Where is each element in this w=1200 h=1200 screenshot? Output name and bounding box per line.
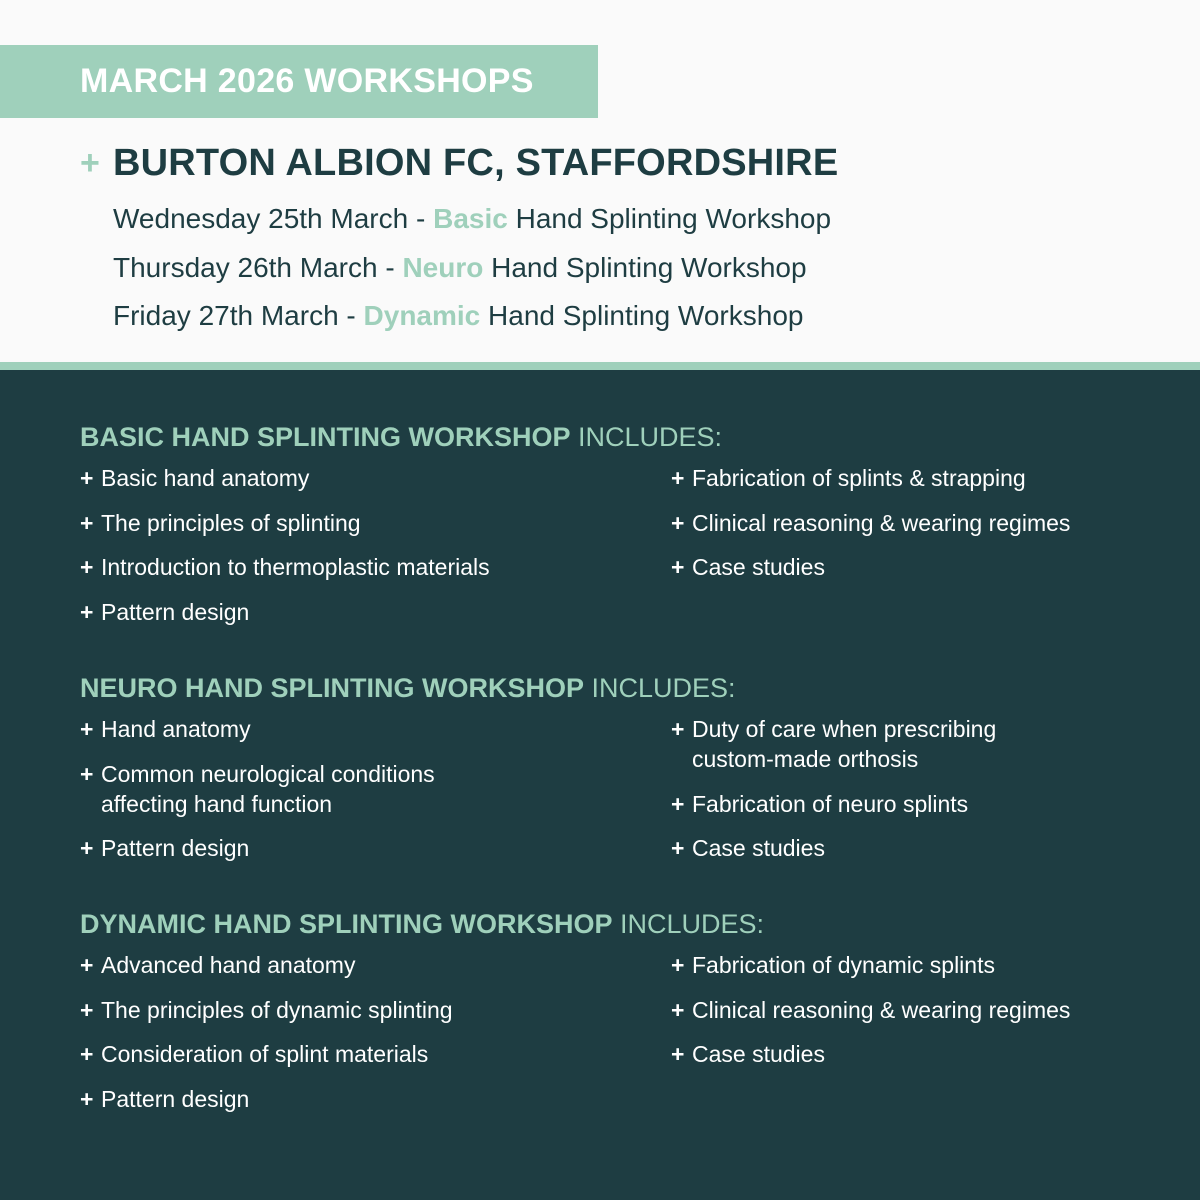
- plus-icon: +: [80, 996, 94, 1023]
- plus-icon: +: [671, 554, 685, 580]
- list-item: + Pattern design: [80, 598, 250, 625]
- list-item: + Basic hand anatomy: [80, 465, 310, 491]
- workshop-type: Dynamic: [363, 300, 481, 331]
- list-item: + Fabrication of splints & strapping: [671, 465, 1026, 491]
- title-banner: [0, 45, 598, 118]
- venue-name: BURTON ALBION FC, STAFFORDSHIRE: [113, 142, 839, 184]
- list-item: + Introduction to thermoplastic materials: [80, 554, 490, 580]
- plus-icon: +: [671, 509, 685, 536]
- section-neuro: [80, 672, 1140, 861]
- list-item: + Fabrication of dynamic splints: [671, 952, 995, 978]
- workshop-dates: [113, 195, 831, 341]
- page-title: MARCH 2026 WORKSHOPS: [80, 62, 534, 100]
- date-text: Wednesday 25th March -: [113, 203, 434, 234]
- header-panel: [0, 0, 1200, 362]
- plus-icon: +: [671, 790, 685, 817]
- section-title: [80, 672, 1140, 704]
- workshop-type: Neuro: [402, 251, 484, 283]
- plus-icon: +: [80, 598, 94, 625]
- plus-icon: +: [80, 1085, 94, 1112]
- plus-icon: +: [80, 554, 94, 580]
- section-title-rest: INCLUDES:: [570, 422, 723, 452]
- date-text: Thursday 26th March -: [113, 251, 403, 283]
- list-left: [80, 714, 490, 878]
- section-title-bold: NEURO HAND SPLINTING WORKSHOP: [80, 673, 585, 703]
- workshop-text: Hand Splinting Workshop: [483, 251, 807, 283]
- plus-icon: +: [671, 1041, 685, 1067]
- plus-icon: +: [80, 509, 94, 536]
- plus-icon: +: [671, 996, 685, 1023]
- section-title: [80, 908, 1140, 940]
- section-divider: [0, 362, 1200, 370]
- list-left: [80, 463, 640, 641]
- section-title: [80, 421, 1140, 453]
- list-left: [80, 950, 640, 1128]
- section-title-bold: BASIC HAND SPLINTING WORKSHOP: [80, 422, 571, 452]
- list-item: + Duty of care when prescribing custom-made orthosis: [671, 716, 997, 772]
- plus-icon: +: [80, 835, 94, 861]
- plus-icon: +: [671, 952, 685, 978]
- list-item: + Case studies: [671, 1041, 825, 1067]
- plus-icon: +: [671, 835, 685, 861]
- list-item: + Common neurological conditions affecting hand function: [80, 760, 435, 817]
- date-line-neuro: [113, 244, 831, 293]
- list-right: [671, 950, 1141, 1084]
- section-basic: [80, 421, 1140, 625]
- list-item: + Clinical reasoning & wearing regimes: [671, 996, 1071, 1023]
- list-item: + Consideration of splint materials: [80, 1041, 429, 1067]
- list-item: + Pattern design: [80, 1085, 250, 1112]
- section-title-rest: INCLUDES:: [584, 673, 736, 703]
- workshop-text: Hand Splinting Workshop: [507, 203, 832, 234]
- plus-icon: +: [80, 760, 94, 787]
- list-item: + Fabrication of neuro splints: [671, 790, 969, 817]
- list-item: + The principles of splinting: [80, 509, 361, 536]
- list-item: + Advanced hand anatomy: [80, 952, 356, 978]
- date-line-basic: [113, 195, 831, 244]
- list-item: + Case studies: [671, 835, 825, 861]
- list-item: + Pattern design: [80, 835, 250, 861]
- date-text: Friday 27th March -: [113, 300, 364, 331]
- list-right: [671, 714, 1071, 878]
- plus-icon: +: [80, 465, 94, 491]
- list-item: + The principles of dynamic splinting: [80, 996, 453, 1023]
- plus-icon: +: [671, 465, 685, 491]
- workshop-text: Hand Splinting Workshop: [480, 300, 804, 331]
- list-item: + Hand anatomy: [80, 716, 251, 742]
- section-dynamic: [80, 908, 1140, 1112]
- plus-icon: +: [80, 144, 100, 182]
- section-title-rest: INCLUDES:: [612, 909, 765, 939]
- plus-icon: +: [80, 952, 94, 978]
- plus-icon: +: [80, 1041, 94, 1067]
- plus-icon: +: [671, 716, 685, 742]
- list-right: [671, 463, 1141, 597]
- section-title-bold: DYNAMIC HAND SPLINTING WORKSHOP: [80, 909, 613, 939]
- list-item: + Clinical reasoning & wearing regimes: [671, 509, 1071, 536]
- workshop-type: Basic: [433, 203, 508, 234]
- plus-icon: +: [80, 716, 94, 742]
- list-item: + Case studies: [671, 554, 825, 580]
- date-line-dynamic: [113, 292, 831, 341]
